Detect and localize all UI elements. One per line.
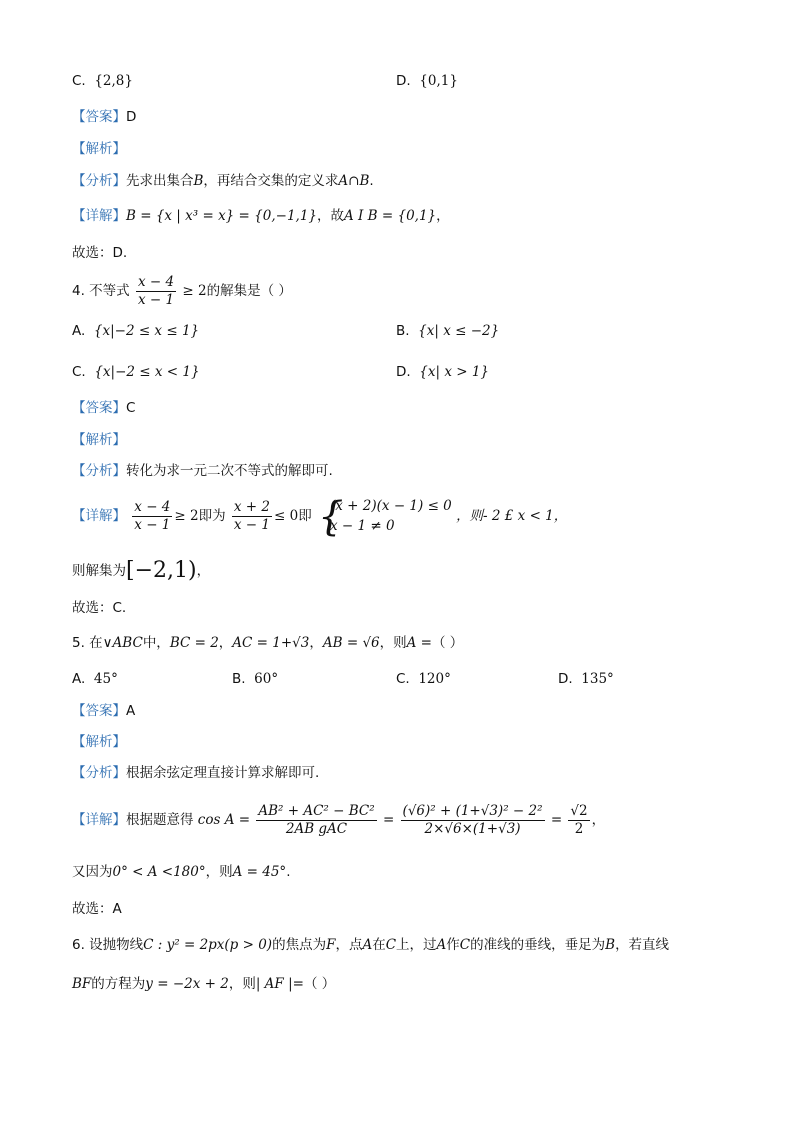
- numerator: AB² + AC² − BC²: [258, 802, 375, 819]
- brace-glyph: {: [318, 494, 344, 540]
- option-label: A.: [72, 323, 86, 339]
- q4-option-b: [396, 321, 499, 341]
- range-text: ，则: [205, 864, 233, 880]
- math-expr: B: [193, 173, 204, 189]
- q5-stem: [72, 633, 463, 653]
- answer-tag: 【答案】: [72, 400, 126, 416]
- q4-option-a: [72, 321, 199, 341]
- q5-detail: [72, 798, 605, 842]
- q4-fenxi: [72, 461, 333, 481]
- math-expr: A I B = {0,1}: [344, 208, 437, 224]
- q5-analysis-heading: [72, 732, 126, 752]
- q4-option-d: [396, 362, 489, 382]
- option-label: D.: [396, 364, 411, 380]
- fenxi-tag: 【分析】: [72, 463, 126, 479]
- q5-option-a: [72, 669, 118, 689]
- q5-option-d: [558, 669, 614, 689]
- option-label: A.: [72, 671, 86, 687]
- stem-text: ，则: [228, 976, 256, 992]
- fenxi-text: 转化为求一元二次不等式的解即可.: [126, 463, 333, 479]
- stem-text: 的方程为: [91, 976, 146, 992]
- math-expr: C: [459, 937, 471, 953]
- math-expr: AB = √6: [322, 635, 380, 651]
- math-expr: A = 45°: [232, 864, 287, 880]
- math-expr: BF: [72, 976, 92, 992]
- fenxi-tag: 【分析】: [72, 173, 126, 189]
- denominator: x − 1: [233, 516, 271, 533]
- math-expr: A: [436, 937, 447, 953]
- stem-text: ，点: [335, 937, 363, 953]
- fraction: [132, 499, 172, 534]
- numerator: x + 2: [233, 498, 271, 515]
- math-expr: F: [326, 937, 336, 953]
- math-expr: ∨ABC: [102, 635, 143, 651]
- denominator: 2×√6×(1+√3): [424, 820, 521, 837]
- q5-answer: [72, 701, 135, 721]
- analysis-tag: 【解析】: [72, 141, 126, 157]
- numerator: x − 4: [137, 273, 175, 290]
- stem-text: 的准线的垂线，垂足为: [470, 937, 606, 953]
- q3-option-d: [396, 71, 458, 91]
- math-expr: B = {x | x³ = x} = {0,−1,1}: [126, 208, 318, 224]
- option-value: {2,8}: [94, 73, 133, 89]
- numerator: x − 4: [134, 498, 171, 515]
- math-expr: B: [605, 937, 616, 953]
- answer-value: C: [126, 400, 136, 416]
- answer-tag: 【答案】: [72, 703, 126, 719]
- stem-text: （ ）: [432, 635, 464, 651]
- math-expr: A: [362, 937, 373, 953]
- system-row: (x + 2)(x − 1) ≤ 0: [330, 498, 452, 514]
- math-expr: cos A =: [197, 812, 251, 828]
- stem-text: 4. 不等式: [72, 283, 130, 299]
- q3-fenxi: [72, 171, 374, 191]
- option-label: C.: [72, 73, 86, 89]
- stem-text: 中，: [142, 635, 170, 651]
- stem-text: 上，过: [396, 937, 437, 953]
- fenxi-text: ，再结合交集的定义求: [203, 173, 339, 189]
- math-expr: C : y² = 2px(p > 0): [143, 937, 273, 953]
- option-value: 60°: [254, 671, 279, 687]
- stem-text: 在: [372, 937, 386, 953]
- analysis-tag: 【解析】: [72, 734, 126, 750]
- option-value: 135°: [581, 671, 614, 687]
- numerator: (√6)² + (1+√3)² − 2²: [402, 802, 543, 819]
- math-expr: C: [385, 937, 397, 953]
- stem-text: 5. 在: [72, 635, 103, 651]
- q4-choose: 故选：C.: [72, 600, 127, 616]
- option-label: D.: [558, 671, 573, 687]
- math-expr: ≤ 0: [274, 508, 299, 524]
- q4-solution: [72, 558, 211, 583]
- range-text: .: [286, 864, 291, 880]
- numerator: √2: [570, 802, 588, 819]
- fraction: [256, 803, 376, 838]
- math-expr: ≥ 2: [182, 283, 207, 299]
- detail-text: 即: [298, 508, 312, 524]
- math-expr: AC = 1+√3: [232, 635, 310, 651]
- fenxi-tag: 【分析】: [72, 765, 126, 781]
- option-label: D.: [396, 73, 411, 89]
- stem-text: 6. 设抛物线: [72, 937, 144, 953]
- option-value: {x| x ≤ −2}: [418, 323, 500, 339]
- system-row: x − 1 ≠ 0: [330, 518, 395, 534]
- q4-answer: [72, 398, 135, 418]
- option-label: C.: [396, 671, 410, 687]
- option-label: B.: [232, 671, 246, 687]
- detail-tag: 【详解】: [72, 812, 126, 828]
- detail-text: 即为: [198, 508, 226, 524]
- range-text: 又因为: [72, 864, 113, 880]
- stem-text: （ ）: [303, 976, 336, 992]
- q4-stem: [72, 272, 292, 310]
- math-expr: ，则- 2 £ x < 1，: [456, 508, 568, 524]
- denominator: x − 1: [137, 291, 175, 308]
- stem-text: ，若直线: [615, 937, 670, 953]
- inequality-system: [318, 494, 452, 540]
- stem-text: ，: [309, 635, 323, 651]
- option-label: B.: [396, 323, 410, 339]
- math-expr: y = −2x + 2: [145, 976, 229, 992]
- q5-option-c: [396, 669, 451, 689]
- q3-analysis-heading: [72, 139, 126, 159]
- q3-answer: [72, 107, 136, 127]
- q3-detail: [72, 206, 450, 226]
- stem-text: 的焦点为: [272, 937, 327, 953]
- option-value: {x|−2 ≤ x < 1}: [94, 364, 200, 380]
- fenxi-text: 先求出集合: [126, 173, 194, 189]
- equals-sign: =: [382, 812, 395, 828]
- option-value: 45°: [93, 671, 118, 687]
- q4-detail: [72, 494, 567, 538]
- math-expr: ≥ 2: [174, 508, 199, 524]
- q5-choose: 故选：A: [72, 901, 122, 917]
- q3-choose: 故选：D.: [72, 245, 128, 261]
- detail-text: 根据题意得: [126, 812, 194, 828]
- fenxi-text: 根据余弦定理直接计算求解即可.: [126, 765, 320, 781]
- stem-text: 的解集是（ ）: [206, 283, 292, 299]
- q4-analysis-heading: [72, 430, 126, 450]
- fraction: [568, 803, 589, 838]
- math-expr: [−2,1): [126, 558, 197, 583]
- denominator: 2: [574, 820, 584, 837]
- option-label: C.: [72, 364, 86, 380]
- detail-tag: 【详解】: [72, 208, 126, 224]
- q6-stem-line2: [72, 974, 335, 994]
- solution-text: 则解集为: [72, 563, 126, 579]
- stem-text: 作: [446, 937, 460, 953]
- q5-option-b: [232, 669, 278, 689]
- fraction: [232, 499, 272, 534]
- answer-value: A: [126, 703, 136, 719]
- equals-sign: =: [550, 812, 563, 828]
- answer-tag: 【答案】: [72, 109, 126, 125]
- stem-text: ，则: [379, 635, 407, 651]
- fraction: [401, 803, 545, 838]
- q3-option-c: [72, 71, 133, 91]
- q6-stem-line1: [72, 935, 669, 955]
- option-value: {0,1}: [419, 73, 458, 89]
- q5-range: [72, 862, 290, 882]
- option-value: {x|−2 ≤ x ≤ 1}: [93, 323, 200, 339]
- detail-text: ，: [591, 812, 606, 828]
- q5-fenxi: [72, 763, 319, 783]
- math-expr: 0° < A <180°: [112, 864, 206, 880]
- math-expr: A =: [406, 635, 432, 651]
- fraction: [136, 274, 176, 309]
- answer-value: D: [126, 109, 137, 125]
- detail-text: ，故: [317, 208, 345, 224]
- math-expr: BC = 2: [169, 635, 219, 651]
- math-expr: | AF |=: [255, 976, 304, 992]
- q4-option-c: [72, 362, 200, 382]
- solution-text: ，: [196, 563, 211, 579]
- option-value: 120°: [418, 671, 451, 687]
- detail-tag: 【详解】: [72, 508, 126, 524]
- detail-text: ，: [436, 208, 450, 224]
- denominator: x − 1: [134, 516, 171, 533]
- option-value: {x| x > 1}: [419, 364, 490, 380]
- denominator: 2AB gAC: [285, 820, 348, 837]
- fenxi-text: .: [369, 173, 374, 189]
- analysis-tag: 【解析】: [72, 432, 126, 448]
- stem-text: ，: [218, 635, 233, 651]
- math-expr: A∩B: [338, 173, 370, 189]
